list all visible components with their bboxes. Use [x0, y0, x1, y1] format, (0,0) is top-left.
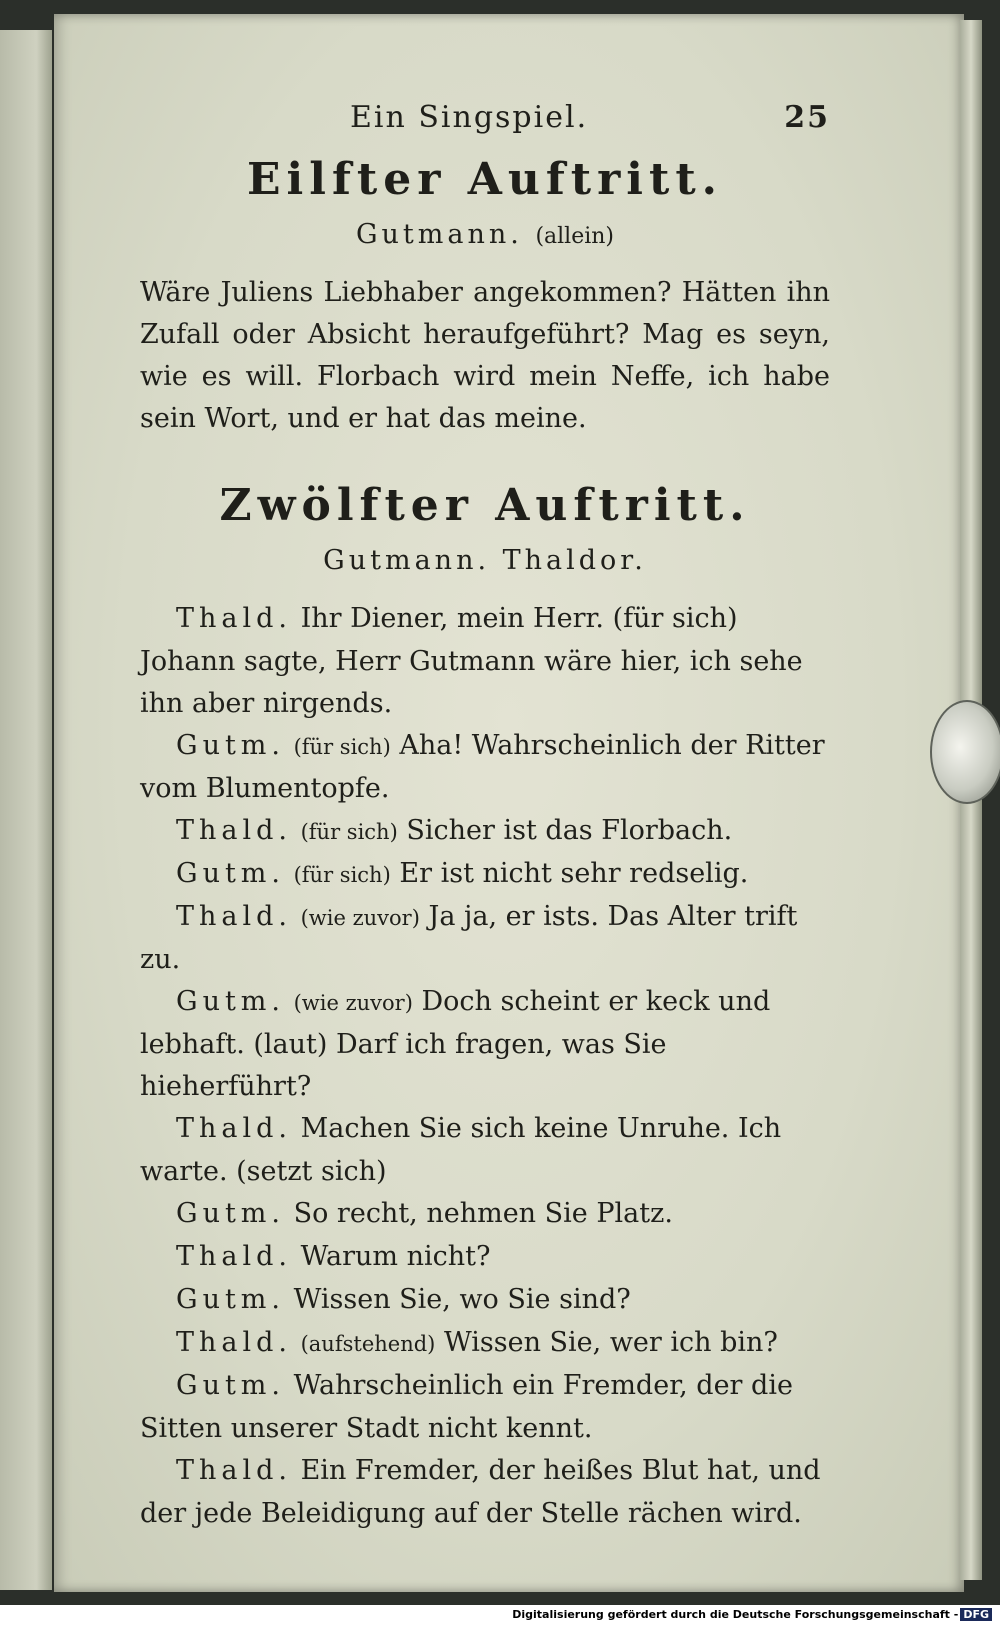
dialogue-line — [140, 810, 830, 853]
digitization-credit — [512, 1608, 992, 1621]
running-head — [140, 100, 830, 144]
line-text: Sicher ist das Florbach. — [406, 815, 733, 846]
speaker: Gutm. — [176, 1370, 285, 1401]
dialogue-line — [140, 853, 830, 896]
line-text: Er ist nicht sehr redselig. — [399, 858, 749, 889]
line-text: Ja ja, er ists. Das Alter trift zu. — [140, 901, 798, 975]
line-text: Warum nicht? — [300, 1241, 491, 1272]
dialogue-line — [140, 896, 830, 981]
stage-direction: (für sich) — [293, 735, 391, 759]
dialogue-line — [140, 725, 830, 810]
dialogue-line — [140, 1365, 830, 1450]
line-text: Ein Fremder, der heißes Blut hat, und der jede Beleidigung auf der Stelle rächen wird. — [140, 1455, 821, 1529]
line-text: Wahrscheinlich ein Fremder, der die Sitten unserer Stadt nicht kennt. — [140, 1370, 793, 1444]
running-head-title: Ein Singspiel. — [350, 100, 589, 135]
digitization-credit-text: Digitalisierung gefördert durch die Deutsche Forschungsgemeinschaft - — [512, 1608, 959, 1621]
stage-direction: (für sich) — [293, 863, 391, 887]
scene-11-heading: Eilfter Auftritt. — [247, 154, 723, 205]
speaker: Thald. — [176, 815, 292, 846]
line-text: Wissen Sie, wo Sie sind? — [293, 1284, 631, 1315]
speaker: Thald. — [176, 901, 292, 932]
dialogue-line — [140, 1193, 830, 1236]
speaker: Gutm. — [176, 858, 285, 889]
scene-12-cast: Gutmann. Thaldor. — [323, 545, 647, 576]
dialogue-line — [140, 598, 830, 725]
dialogue-line — [140, 1322, 830, 1365]
page-clip-tab — [930, 700, 1000, 804]
stage-direction: (für sich) — [300, 820, 398, 844]
speaker: Thald. — [176, 1455, 292, 1486]
scene-11-monologue: Wäre Juliens Liebhaber angekommen? Hätten ihn Zufall oder Absicht heraufgeführt? Mag es seyn, wie es will. Florbach wird mein Neffe, ich habe sein Wort, und er hat das meine. — [140, 277, 830, 434]
stage-direction: (wie zuvor) — [300, 906, 420, 930]
page-text — [140, 100, 830, 1535]
line-text: Aha! Wahrscheinlich der Ritter vom Blumentopfe. — [140, 730, 825, 804]
speaker: Thald. — [176, 1241, 292, 1272]
speaker: Gutm. — [176, 1284, 285, 1315]
dfg-logo: DFG — [960, 1608, 992, 1621]
speaker: Thald. — [176, 1327, 292, 1358]
previous-page-edge — [0, 30, 52, 1590]
dialogue-line — [140, 981, 830, 1108]
line-text: Doch scheint er keck und lebhaft. (laut) Darf ich fragen, was Sie hieherführt? — [140, 986, 771, 1102]
dialogue-line — [140, 1108, 830, 1193]
scene-11-cast-note: (allein) — [535, 224, 615, 249]
speaker: Gutm. — [176, 730, 285, 761]
dialogue-line — [140, 1450, 830, 1535]
speaker: Thald. — [176, 603, 292, 634]
dialogue-line — [140, 1236, 830, 1279]
dialogue-line — [140, 1279, 830, 1322]
line-text: Wissen Sie, wer ich bin? — [443, 1327, 778, 1358]
stage-direction: (aufstehend) — [300, 1332, 436, 1356]
line-text: Machen Sie sich keine Unruhe. Ich warte. (setzt sich) — [140, 1113, 782, 1187]
dialogue — [140, 598, 830, 1535]
scene-11-cast — [140, 219, 830, 250]
speaker: Gutm. — [176, 1198, 285, 1229]
speaker: Thald. — [176, 1113, 292, 1144]
page-number: 25 — [784, 100, 830, 135]
line-text: So recht, nehmen Sie Platz. — [293, 1198, 673, 1229]
line-text: Ihr Diener, mein Herr. (für sich) Johann sagte, Herr Gutmann wäre hier, ich sehe ihn aber nirgends. — [140, 603, 803, 719]
stage-direction: (wie zuvor) — [293, 991, 413, 1015]
scene-12-heading: Zwölfter Auftritt. — [219, 480, 751, 531]
scene-11-cast-name: Gutmann. — [355, 219, 523, 250]
speaker: Gutm. — [176, 986, 285, 1017]
